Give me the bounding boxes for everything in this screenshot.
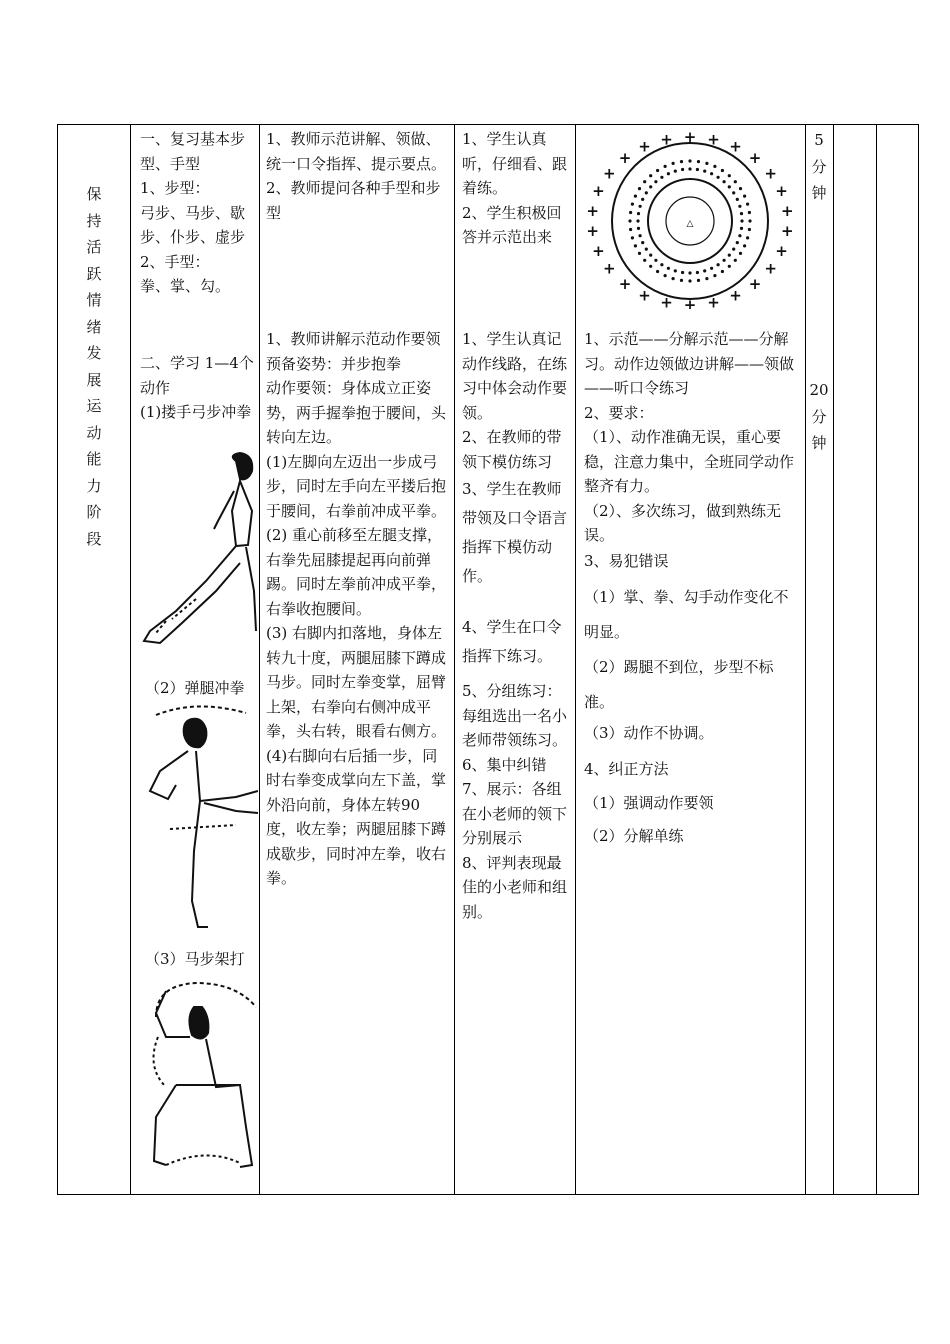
formation-dot: [740, 227, 743, 230]
review-content: 一、复习基本步型、手型 1、步型： 弓步、马步、歇步、仆步、虚步 2、手型： 拳、掌、勾。: [140, 130, 246, 295]
formation-dot: [656, 169, 659, 172]
formation-dot: [728, 174, 731, 177]
org-part2b: （1）、动作准确无误，重心要稳，注意力集中，全班同学动作整齐有力。 （2）、多次练习，做到熟练无误。: [584, 428, 795, 544]
student-marker: +: [586, 201, 599, 220]
student-marker: +: [775, 182, 788, 201]
formation-dot: [688, 159, 691, 162]
formation-dot: [637, 227, 640, 230]
column-divider: [876, 125, 877, 1194]
formation-dot: [723, 259, 726, 262]
move3-figure: [136, 977, 258, 1173]
student-marker: +: [683, 296, 697, 309]
org-error-3: （3）动作不协调。: [584, 724, 714, 742]
formation-dot: [641, 241, 644, 244]
formation-dot: [739, 252, 742, 255]
student-marker: +: [603, 259, 616, 278]
student-marker: +: [683, 129, 697, 146]
formation-dot: [649, 174, 652, 177]
formation-dot: [734, 259, 737, 262]
learn-content: 二、学习 1—4个动作 (1)搂手弓步冲拳: [140, 354, 254, 421]
student-marker: +: [618, 149, 632, 168]
formation-dot: [746, 236, 749, 239]
formation-dot: [732, 248, 735, 251]
student-marker: +: [781, 201, 794, 220]
student-marker: +: [592, 241, 605, 260]
formation-dot: [705, 162, 708, 165]
column-divider: [130, 125, 131, 1194]
formation-dot: [664, 274, 667, 277]
teacher-part2: 1、教师讲解示范动作要领 预备姿势：并步抱拳 动作要领：身体成立正姿势，两手握拳抱于腰间，头转向左边。 (1)左脚向左迈出一步成弓步，同时左手向左平搂后抱于腰间，右拳前冲成平拳。 (2) 重心前移至左腿支撑，右拳先屈膝提起再向前弹踢。同时左拳前冲成平拳，右拳收抱腰间。 (3) 右脚内扣落地，身体左转九十度，两腿屈膝下蹲成马步。同时左拳变掌，屈臂上架，右拳向右侧冲成平拳，头右转，眼看右侧方。 (4)右脚向右后插一步，同时右拳变成掌向左下盖，掌外沿向前，身体左转90度，收左拳；两腿屈膝下蹲成歇步，同时冲左拳，收右拳。: [266, 330, 447, 887]
student-marker: +: [603, 164, 616, 183]
time-part1: 5分钟: [811, 131, 827, 202]
student-marker: +: [748, 274, 762, 293]
formation-dot: [643, 259, 646, 262]
formation-dot: [649, 254, 652, 257]
formation-dot: [732, 191, 735, 194]
column-divider: [454, 125, 455, 1194]
formation-dot: [654, 180, 657, 183]
formation-dot: [728, 185, 731, 188]
formation-dot: [717, 263, 720, 266]
student-part2b: 3、学生在教师带领及口令语言指挥下模仿动作。: [462, 480, 568, 585]
formation-dot: [688, 271, 691, 274]
formation-dot: [710, 267, 713, 270]
teacher-marker: △: [686, 219, 694, 229]
student-marker: +: [660, 130, 673, 149]
student-marker: +: [638, 137, 651, 156]
org-error-2: （2）踢腿不到位，步型不标准。: [584, 658, 774, 711]
formation-dot: [638, 187, 641, 190]
formation-dot: [748, 211, 751, 214]
formation-dot: [740, 219, 743, 222]
formation-dot: [743, 244, 746, 247]
student-part2a: 1、学生认真记动作线路，在练习中体会动作要领。 2、在教师的带领下模仿练习: [462, 330, 568, 471]
student-marker: +: [729, 137, 742, 156]
formation-dot: [639, 205, 642, 208]
formation-dot: [739, 187, 742, 190]
student-marker: +: [707, 130, 720, 149]
student-marker: +: [729, 286, 742, 305]
formation-dot: [641, 198, 644, 201]
formation-dot: [723, 180, 726, 183]
formation-dot: [748, 219, 751, 222]
formation-dot: [717, 176, 720, 179]
formation-dot: [697, 279, 700, 282]
formation-diagram: [578, 129, 802, 309]
formation-dot: [674, 170, 677, 173]
formation-dot: [746, 203, 749, 206]
formation-dot: [638, 252, 641, 255]
formation-dot: [748, 228, 751, 231]
formation-dot: [710, 172, 713, 175]
student-part2c: 4、学生在口令指挥下练习。: [462, 618, 562, 665]
formation-dot: [667, 172, 670, 175]
formation-dot: [643, 180, 646, 183]
formation-dot: [736, 198, 739, 201]
formation-dot: [631, 203, 634, 206]
formation-dot: [728, 254, 731, 257]
formation-dot: [697, 160, 700, 163]
student-part1: 1、学生认真听，仔细看、跟着练。 2、学生积极回答并示范出来: [462, 130, 568, 246]
formation-dot: [634, 195, 637, 198]
formation-dot: [645, 248, 648, 251]
formation-dot: [636, 219, 639, 222]
formation-dot: [639, 234, 642, 237]
formation-dot: [660, 176, 663, 179]
formation-dot: [667, 267, 670, 270]
formation-dot: [629, 211, 632, 214]
student-marker: +: [586, 222, 599, 241]
formation-dot: [688, 279, 691, 282]
formation-dot: [721, 169, 724, 172]
column-divider: [575, 125, 576, 1194]
student-part2d: 5、分组练习：每组选出一名小老师带领练习。 6、集中纠错 7、展示：各组在小老师的领下分别展示 8、评判表现最佳的小老师和组别。: [462, 682, 568, 921]
move3-label: （3）马步架打: [145, 950, 245, 968]
formation-dot: [743, 195, 746, 198]
move1-figure: [136, 451, 258, 651]
formation-dot: [664, 165, 667, 168]
formation-dot: [629, 228, 632, 231]
formation-dot: [728, 265, 731, 268]
formation-dot: [681, 168, 684, 171]
formation-dot: [721, 270, 724, 273]
formation-dot: [674, 269, 677, 272]
student-marker: +: [775, 241, 788, 260]
formation-dot: [696, 168, 699, 171]
formation-dot: [734, 180, 737, 183]
column-divider: [833, 125, 834, 1194]
column-divider: [259, 125, 260, 1194]
stage-label: 保持活跃情绪发展运动能力阶段: [86, 185, 102, 548]
column-divider: [805, 125, 806, 1194]
formation-dot: [713, 165, 716, 168]
org-part2a: 1、示范——分解示范——分解习。动作边领做边讲解——领做——听口令练习 2、要求：: [584, 330, 795, 422]
formation-dot: [696, 271, 699, 274]
formation-dot: [672, 277, 675, 280]
time-part2: 20分钟: [809, 381, 829, 452]
formation-dot: [688, 167, 691, 170]
student-marker: +: [660, 293, 673, 309]
formation-dot: [634, 244, 637, 247]
student-marker: +: [748, 149, 762, 168]
formation-dot: [649, 185, 652, 188]
lesson-plan-table: [57, 124, 919, 1195]
formation-dot: [631, 236, 634, 239]
formation-dot: [628, 219, 631, 222]
org-error-1: （1）掌、拳、勾手动作变化不明显。: [584, 588, 789, 641]
formation-dot: [703, 170, 706, 173]
formation-dot: [660, 263, 663, 266]
formation-dot: [680, 279, 683, 282]
formation-dot: [672, 162, 675, 165]
formation-dot: [738, 234, 741, 237]
teacher-part1: 1、教师示范讲解、领做、统一口令指挥、提示要点。 2、教师提问各种手型和步型: [266, 130, 447, 222]
formation-dot: [738, 205, 741, 208]
student-marker: +: [764, 259, 777, 278]
org-fix-2: （2）分解单练: [584, 827, 684, 845]
formation-dot: [656, 270, 659, 273]
formation-dot: [703, 269, 706, 272]
formation-dot: [680, 160, 683, 163]
formation-dot: [654, 259, 657, 262]
org-errors-title: 3、易犯错误: [584, 552, 669, 570]
student-marker: +: [592, 182, 605, 201]
move2-figure: [136, 701, 258, 935]
formation-dot: [645, 191, 648, 194]
org-fix-1: （1）强调动作要领: [584, 794, 714, 812]
formation-dot: [637, 212, 640, 215]
formation-dot: [713, 274, 716, 277]
student-marker: +: [638, 286, 651, 305]
student-marker: +: [618, 274, 632, 293]
move2-label: （2）弹腿冲拳: [145, 679, 245, 697]
student-marker: +: [764, 164, 777, 183]
formation-dot: [681, 271, 684, 274]
formation-dot: [649, 265, 652, 268]
formation-dot: [736, 241, 739, 244]
formation-dot: [740, 212, 743, 215]
formation-dot: [705, 277, 708, 280]
student-marker: +: [781, 222, 794, 241]
student-marker: +: [707, 293, 720, 309]
org-fix-title: 4、纠正方法: [584, 760, 669, 778]
